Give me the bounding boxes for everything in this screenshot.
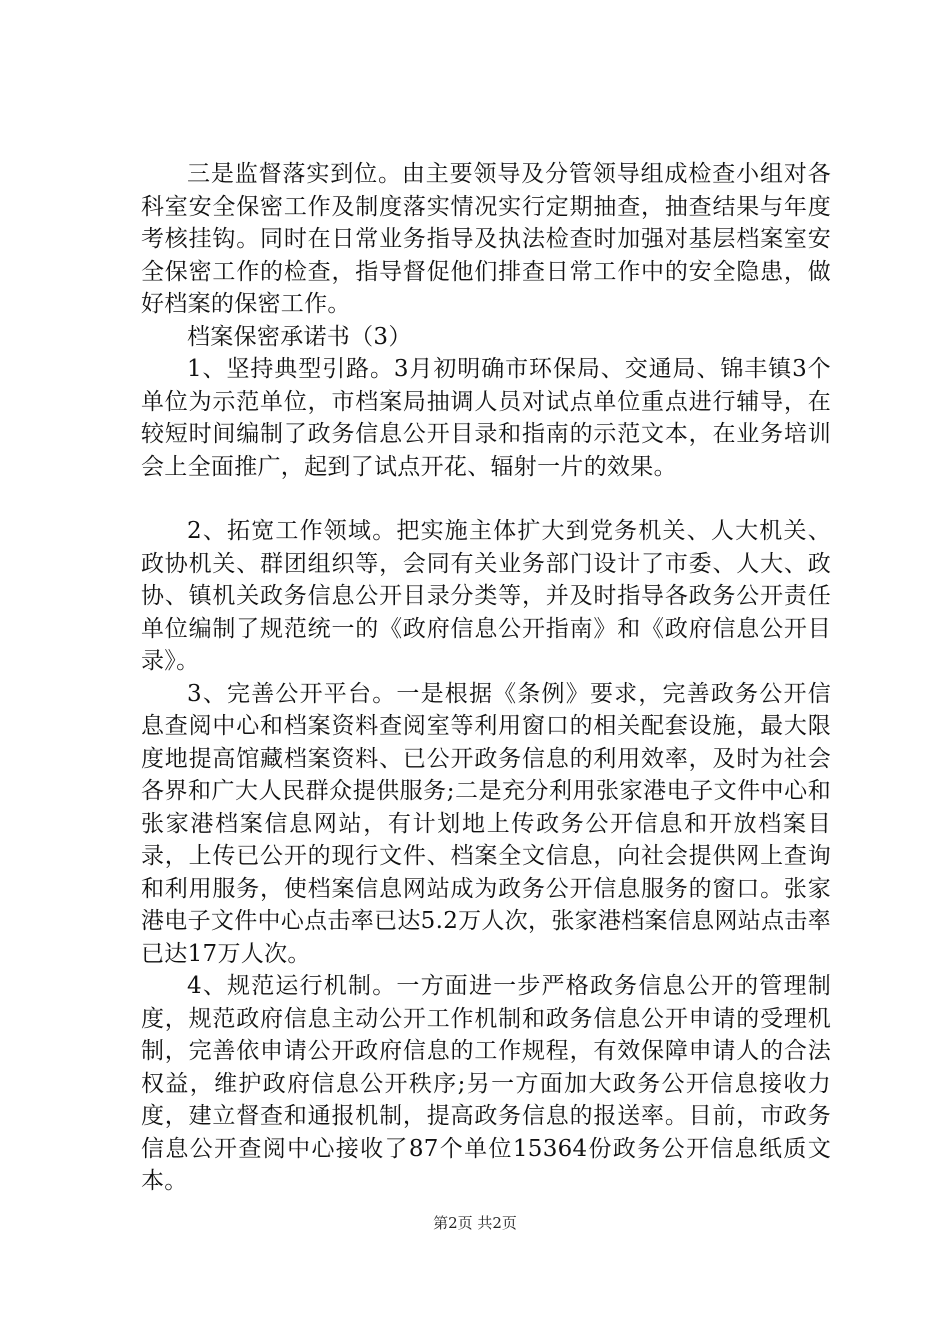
paragraph-item-3: 3、完善公开平台。一是根据《条例》要求，完善政务公开信息查阅中心和档案资料查阅室等利用窗口的相关配套设施，最大限度地提高馆藏档案资料、已公开政务信息的利用效率，及时为社会各界和广大人民群众提供服务;二是充分利用张家港电子文件中心和张家港档案信息网站，有计划地上传政务公开信息和开放档案目录，上传已公开的现行文件、档案全文信息，向社会提供网上查询和利用服务，使档案信息网站成为政务公开信息服务的窗口。张家港电子文件中心点击率已达5.2万人次，张家港档案信息网站点击率已达17万人次。 [141,680,831,967]
paragraph-item-1: 1、坚持典型引路。3月初明确市环保局、交通局、锦丰镇3个单位为示范单位，市档案局抽调人员对试点单位重点进行辅导，在较短时间编制了政务信息公开目录和指南的示范文本，在业务培训会上全面推广，起到了试点开花、辐射一片的效果。 [141,356,831,480]
paragraph-item-2: 2、拓宽工作领域。把实施主体扩大到党务机关、人大机关、政协机关、群团组织等，会同有关业务部门设计了市委、人大、政协、镇机关政务信息公开目录分类等，并及时指导各政务公开责任单位编制了规范统一的《政府信息公开指南》和《政府信息公开目录》。 [141,518,831,674]
document-body [141,158,831,1198]
paragraph-item-4: 4、规范运行机制。一方面进一步严格政务信息公开的管理制度，规范政府信息主动公开工作机制和政务信息公开申请的受理机制，完善依申请公开政府信息的工作规程，有效保障申请人的合法权益，维护政府信息公开秩序;另一方面加大政务公开信息接收力度，建立督查和通报机制，提高政务信息的报送率。目前，市政务信息公开查阅中心接收了87个单位15364份政务公开信息纸质文本。 [141,973,831,1194]
paragraph-supervision: 三是监督落实到位。由主要领导及分管领导组成检查小组对各科室安全保密工作及制度落实情况实行定期抽查，抽查结果与年度考核挂钩。同时在日常业务指导及执法检查时加强对基层档案室安全保密工作的检查，指导督促他们排查日常工作中的安全隐患，做好档案的保密工作。 [141,161,831,317]
page-footer: 第2页 共2页 [433,1214,517,1232]
section-heading: 档案保密承诺书（3） [187,323,412,350]
